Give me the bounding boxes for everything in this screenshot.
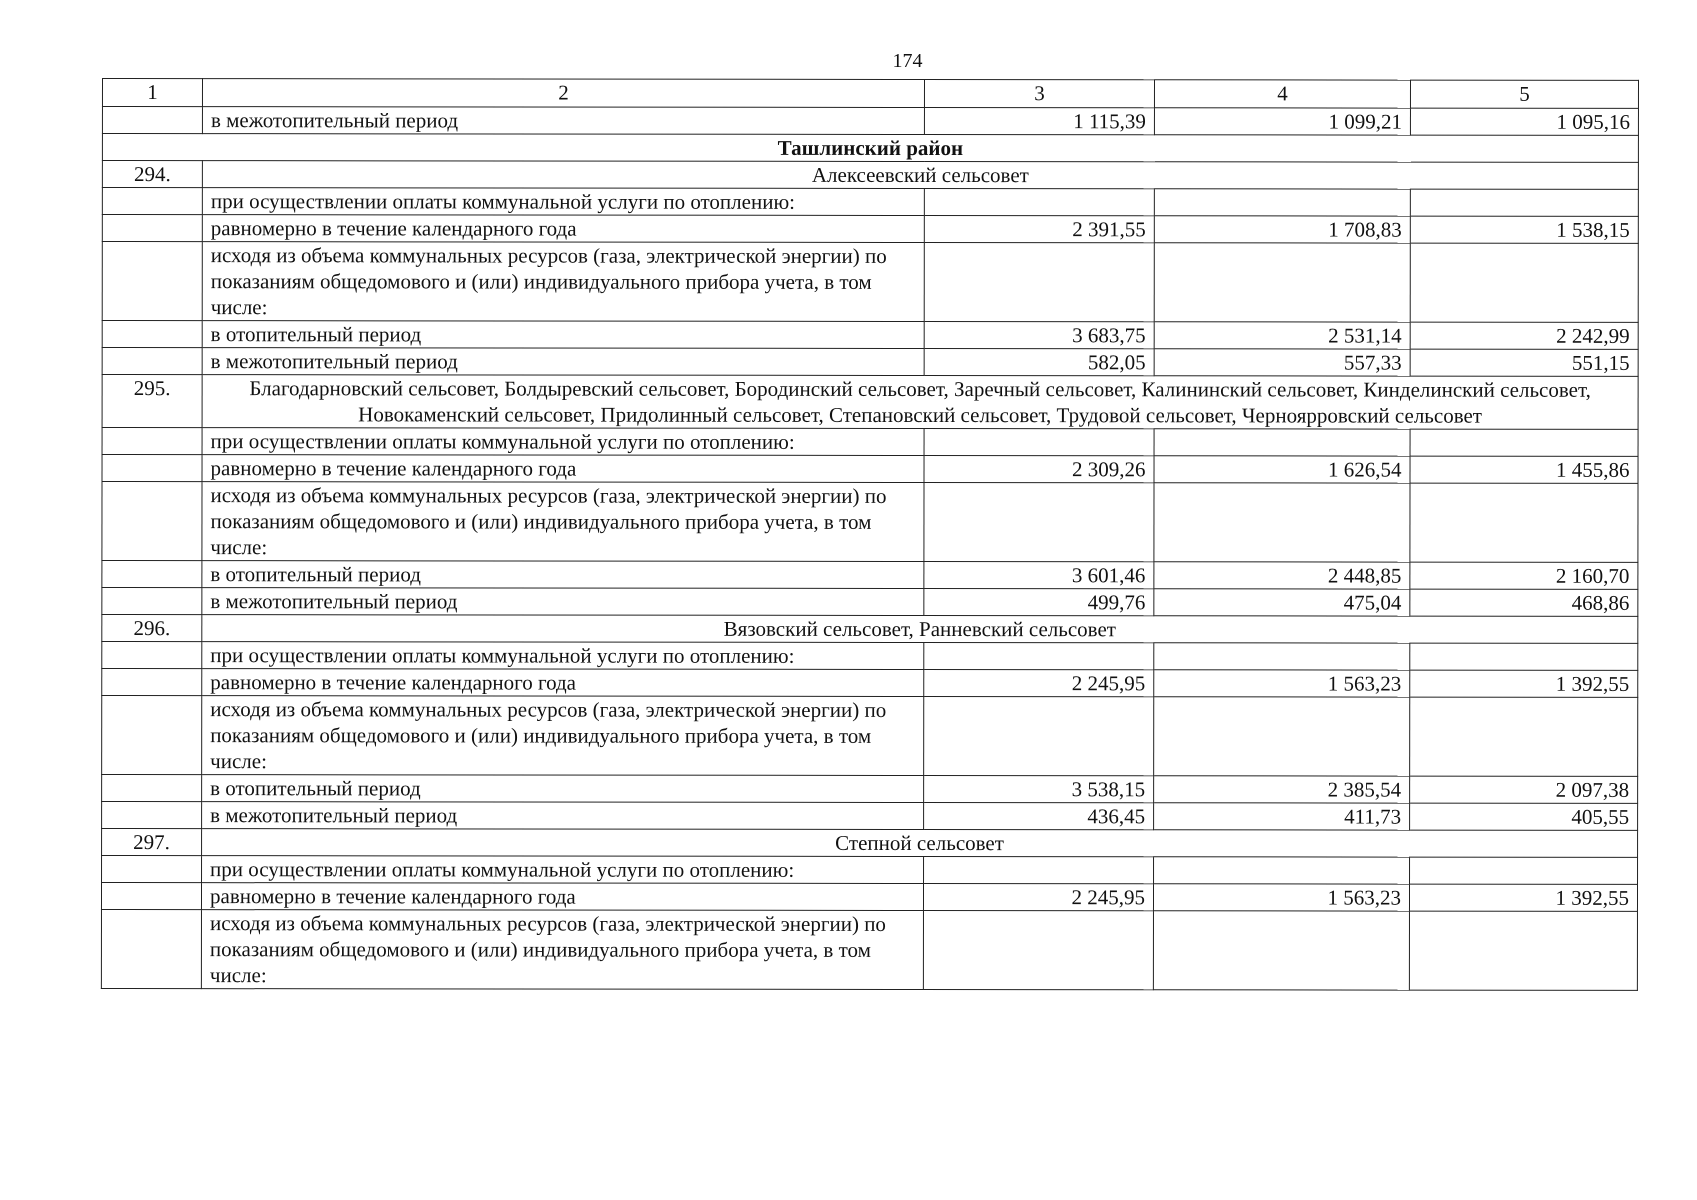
table-row xyxy=(102,482,1638,563)
value-cell: 2 242,99 xyxy=(1410,322,1638,349)
value-cell: 3 683,75 xyxy=(924,322,1154,349)
value-cell: 2 385,54 xyxy=(1154,776,1410,803)
table-row xyxy=(102,696,1638,777)
table-row xyxy=(102,588,1638,617)
row-label: исходя из объема коммунальных ресурсов (газа, электрической энергии) по показаниям общедомового и (или) индивидуального прибора учета, в том числе: xyxy=(202,696,924,776)
group-header-row xyxy=(102,375,1638,430)
table-row xyxy=(102,188,1638,217)
group-name: Алексеевский сельсовет xyxy=(202,161,1638,190)
row-label: в межотопительный период xyxy=(202,588,924,616)
group-header-row xyxy=(102,615,1638,644)
value-cell: 1 708,83 xyxy=(1154,216,1410,243)
value-cell: 2 309,26 xyxy=(924,456,1154,483)
table-row xyxy=(102,561,1638,590)
row-label: в межотопительный период xyxy=(202,348,924,376)
group-header-row xyxy=(102,829,1638,858)
table-row xyxy=(102,856,1638,885)
value-cell: 1 115,39 xyxy=(924,108,1154,135)
row-label: исходя из объема коммунальных ресурсов (газа, электрической энергии) по показаниям общедомового и (или) индивидуального прибора учета, в том числе: xyxy=(202,482,924,562)
group-header-row xyxy=(102,161,1638,190)
value-cell: 2 245,95 xyxy=(924,670,1154,697)
table-row xyxy=(102,348,1638,377)
value-cell: 1 563,23 xyxy=(1153,884,1409,911)
value-cell: 468,86 xyxy=(1410,589,1638,616)
table-row xyxy=(101,910,1637,991)
row-label: при осуществлении оплаты коммунальной услуги по отоплению: xyxy=(202,642,924,670)
value-cell: 405,55 xyxy=(1410,803,1638,830)
table-row xyxy=(102,428,1638,457)
table-row xyxy=(102,321,1638,350)
table-row xyxy=(102,642,1638,671)
row-label: в отопительный период xyxy=(202,321,924,349)
table-row xyxy=(102,455,1638,484)
header-cell: 3 xyxy=(924,80,1154,108)
value-cell: 436,45 xyxy=(924,803,1154,830)
district-row xyxy=(102,134,1638,163)
header-cell: 1 xyxy=(102,79,202,107)
row-label: в межотопительный период xyxy=(202,802,924,830)
header-cell: 5 xyxy=(1410,80,1638,108)
row-label: равномерно в течение календарного года xyxy=(201,883,923,911)
value-cell: 3 601,46 xyxy=(924,562,1154,589)
value-cell: 1 563,23 xyxy=(1154,670,1410,697)
row-label: в отопительный период xyxy=(202,775,924,803)
value-cell: 557,33 xyxy=(1154,349,1410,376)
header-cell: 2 xyxy=(202,79,924,108)
value-cell: 2 448,85 xyxy=(1154,562,1410,589)
row-number: 296. xyxy=(102,615,202,642)
value-cell: 2 097,38 xyxy=(1410,776,1638,803)
district-name: Ташлинский район xyxy=(102,134,1638,163)
row-label: равномерно в течение календарного года xyxy=(202,455,924,483)
value-cell: 411,73 xyxy=(1154,803,1410,830)
value-cell: 475,04 xyxy=(1154,589,1410,616)
row-label: при осуществлении оплаты коммунальной услуги по отоплению: xyxy=(202,856,924,884)
group-name: Степной сельсовет xyxy=(202,829,1638,858)
table-row xyxy=(102,802,1638,831)
row-label: в отопительный период xyxy=(202,561,924,589)
table-row xyxy=(102,215,1638,244)
value-cell: 1 392,55 xyxy=(1410,670,1638,697)
tariff-table xyxy=(101,78,1639,991)
value-cell: 2 531,14 xyxy=(1154,322,1410,349)
value-cell: 499,76 xyxy=(924,589,1154,616)
table-row xyxy=(102,669,1638,698)
table-row xyxy=(102,775,1638,804)
row-label: при осуществлении оплаты коммунальной услуги по отоплению: xyxy=(202,428,924,456)
header-cell: 4 xyxy=(1154,80,1410,108)
row-label: равномерно в течение календарного года xyxy=(202,215,924,243)
row-number: 297. xyxy=(102,829,202,856)
header-row xyxy=(102,79,1638,109)
row-number: 294. xyxy=(102,161,202,188)
value-cell: 551,15 xyxy=(1410,349,1638,376)
value-cell: 582,05 xyxy=(924,349,1154,376)
value-cell: 1 626,54 xyxy=(1154,456,1410,483)
value-cell: 2 245,95 xyxy=(923,884,1153,911)
table-row xyxy=(101,883,1637,912)
value-cell: 1 095,16 xyxy=(1410,108,1638,135)
table-row xyxy=(102,242,1638,323)
value-cell: 1 538,15 xyxy=(1410,216,1638,243)
row-number: 295. xyxy=(102,375,202,428)
row-label: в межотопительный период xyxy=(202,107,924,135)
row-label: исходя из объема коммунальных ресурсов (газа, электрической энергии) по показаниям общедомового и (или) индивидуального прибора учета, в том числе: xyxy=(202,242,924,322)
value-cell: 1 392,55 xyxy=(1409,884,1637,911)
value-cell: 3 538,15 xyxy=(924,776,1154,803)
value-cell: 1 099,21 xyxy=(1154,108,1410,135)
page-number: 174 xyxy=(892,50,923,72)
row-label: при осуществлении оплаты коммунальной услуги по отоплению: xyxy=(202,188,924,216)
group-name: Вязовский сельсовет, Ранневский сельсовет xyxy=(202,615,1638,644)
row-label: исходя из объема коммунальных ресурсов (газа, электрической энергии) по показаниям общедомового и (или) индивидуального прибора учета, в том числе: xyxy=(201,910,923,990)
value-cell: 1 455,86 xyxy=(1410,456,1638,483)
table-row xyxy=(102,107,1638,136)
value-cell: 2 160,70 xyxy=(1410,562,1638,589)
value-cell: 2 391,55 xyxy=(924,216,1154,243)
group-name: Благодарновский сельсовет, Болдыревский сельсовет, Бородинский сельсовет, Заречный сельсовет, Калининский сельсовет, Кинделинский сельсовет, Новокаменский сельсовет, Придолинный сельсовет, Степановский сельсовет, Трудовой сельсовет, Черноярровский сельсовет xyxy=(202,375,1638,430)
row-label: равномерно в течение календарного года xyxy=(202,669,924,697)
